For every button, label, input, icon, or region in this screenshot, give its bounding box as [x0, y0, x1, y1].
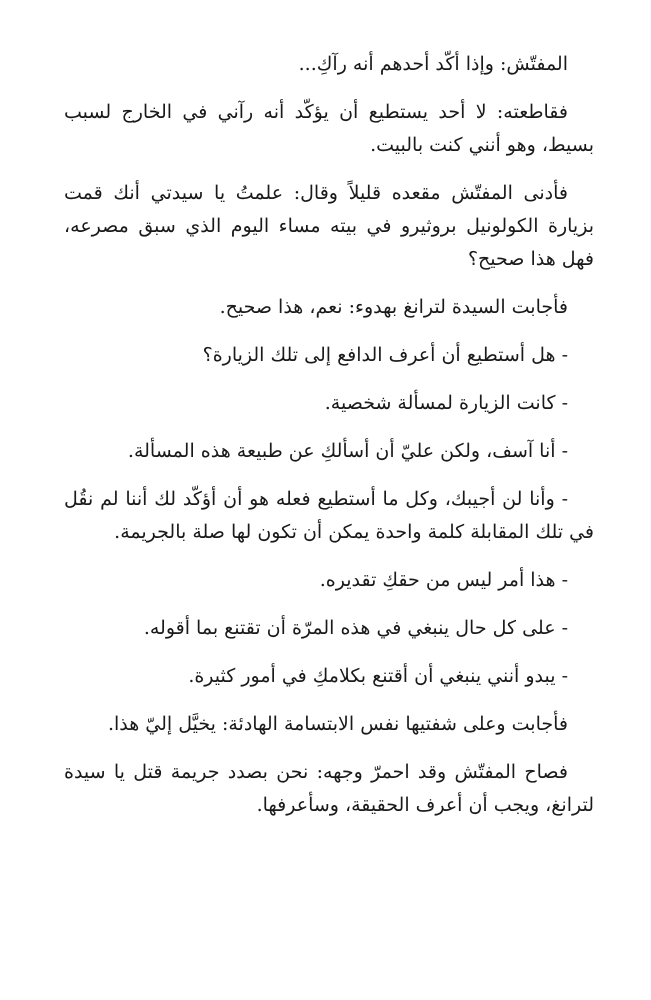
dialogue-line-1: - هل أستطيع أن أعرف الدافع إلى تلك الزيارة؟: [202, 344, 568, 366]
paragraph-6: فصاح المفتّش وقد احمرّ وجهه: نحن بصدد جريمة قتل يا سيدة لترانغ، ويجب أن أعرف الحقيقة، وسأعرفها.: [64, 761, 594, 816]
dialogue-line-2: - كانت الزيارة لمسألة شخصية.: [324, 392, 568, 414]
dialogue-line-3: - أنا آسف، ولكن عليّ أن أسألكِ عن طبيعة هذه المسألة.: [127, 440, 568, 462]
dialogue-line-6: - على كل حال ينبغي في هذه المرّة أن تقتنع بما أقوله.: [143, 617, 568, 639]
dialogue-line-5: - هذا أمر ليس من حقكِ تقديره.: [319, 569, 568, 591]
dialogue-line-7: - يبدو أنني ينبغي أن أقتنع بكلامكِ في أمور كثيرة.: [188, 665, 568, 687]
paragraph-3: فأدنى المفتّش مقعده قليلاً وقال: علمتُ يا سيدتي أنك قمت بزيارة الكولونيل بروثيرو في بيته مساء اليوم الذي سبق مصرعه، فهل هذا صحيح؟: [64, 182, 594, 270]
paragraph-5: فأجابت وعلى شفتيها نفس الابتسامة الهادئة: يخيَّل إليّ هذا.: [107, 713, 568, 735]
document-page: [64, 48, 594, 837]
dialogue-line-4: - وأنا لن أجيبك، وكل ما أستطيع فعله هو أن أؤكّد لك أننا لم نقُل في تلك المقابلة كلمة واحدة يمكن أن تكون لها صلة بالجريمة.: [64, 488, 594, 543]
paragraph-2: فقاطعته: لا أحد يستطيع أن يؤكّد أنه رآني في الخارج لسبب بسيط، وهو أنني كنت بالبيت.: [64, 101, 594, 156]
paragraph-4: فأجابت السيدة لترانغ بهدوء: نعم، هذا صحيح.: [219, 296, 568, 318]
paragraph-1: المفتّش: وإذا أكّد أحدهم أنه رآكِ...: [298, 53, 568, 75]
